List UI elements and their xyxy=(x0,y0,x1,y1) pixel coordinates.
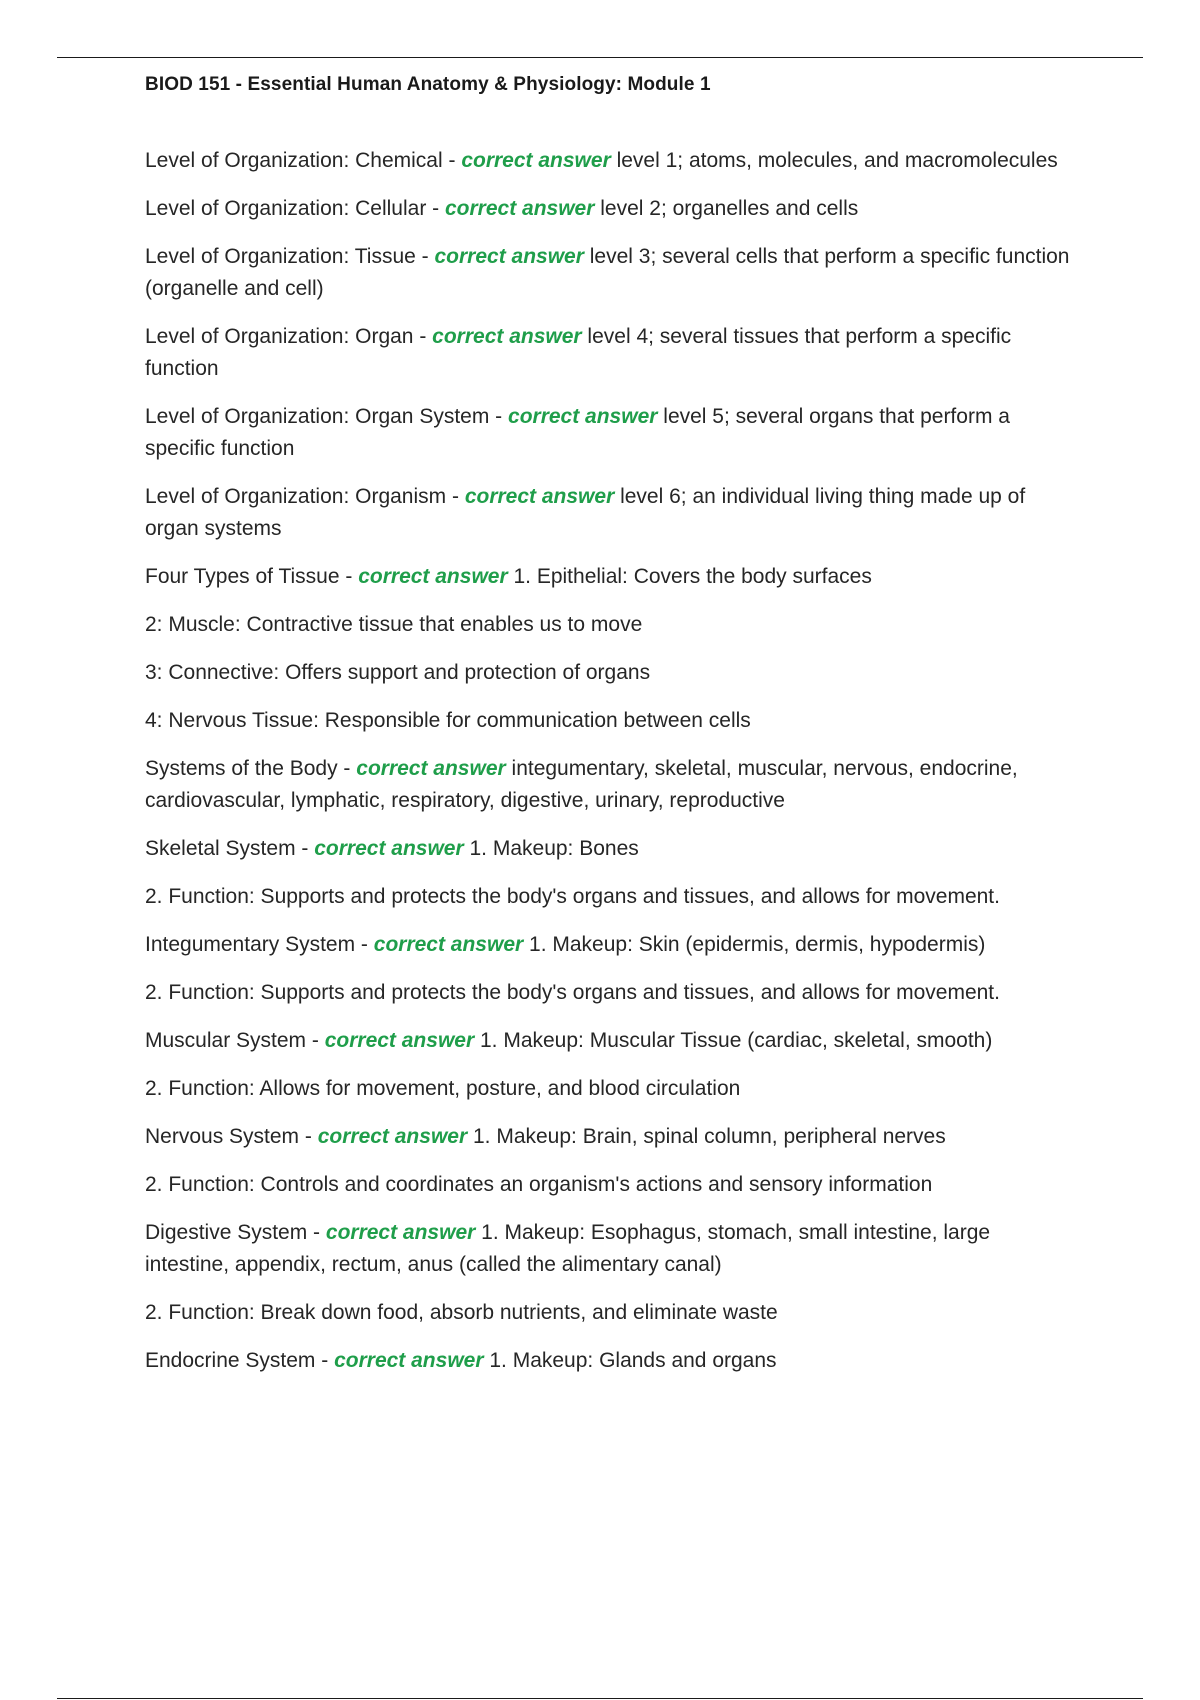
flashcard-entry xyxy=(145,1025,1075,1057)
flashcard-entry xyxy=(145,977,1075,1009)
entry-term: Systems of the Body xyxy=(145,757,338,780)
entry-term: Four Types of Tissue xyxy=(145,565,340,588)
entry-continuation: 2. Function: Supports and protects the body's organs and tissues, and allows for movement. xyxy=(145,981,1000,1004)
flashcard-entry xyxy=(145,1169,1075,1201)
entry-continuation: 2. Function: Controls and coordinates an organism's actions and sensory information xyxy=(145,1173,933,1196)
entry-answer: 1. Makeup: Esophagus, stomach, small intestine, large intestine, appendix, rectum, anus (called the alimentary canal) xyxy=(145,1221,991,1276)
entry-answer: 1. Makeup: Muscular Tissue (cardiac, skeletal, smooth) xyxy=(474,1029,993,1052)
correct-answer-label: correct answer xyxy=(432,325,582,348)
bottom-rule xyxy=(57,1698,1143,1699)
entry-term: Muscular System xyxy=(145,1029,307,1052)
entry-continuation: 2. Function: Break down food, absorb nutrients, and eliminate waste xyxy=(145,1301,778,1324)
flashcard-entry xyxy=(145,609,1075,641)
entry-separator: - xyxy=(299,1125,318,1148)
flashcard-entry xyxy=(145,401,1075,465)
entry-answer: 1. Makeup: Glands and organs xyxy=(483,1349,777,1372)
document-title: BIOD 151 - Essential Human Anatomy & Physiology: Module 1 xyxy=(145,74,711,95)
entry-separator: - xyxy=(306,1029,325,1052)
correct-answer-label: correct answer xyxy=(334,1349,484,1372)
flashcard-entry xyxy=(145,753,1075,817)
flashcard-entry xyxy=(145,657,1075,689)
entry-answer: 1. Epithelial: Covers the body surfaces xyxy=(507,565,872,588)
correct-answer-label: correct answer xyxy=(325,1221,476,1244)
entry-answer: level 5; several organs that perform a specific function xyxy=(145,405,1010,460)
flashcard-entry xyxy=(145,481,1075,545)
entry-continuation: 3: Connective: Offers support and protection of organs xyxy=(145,661,651,684)
entry-continuation: 4: Nervous Tissue: Responsible for communication between cells xyxy=(145,709,751,732)
flashcard-entry xyxy=(145,1121,1075,1153)
correct-answer-label: correct answer xyxy=(324,1029,475,1052)
entry-separator: - xyxy=(339,565,359,588)
flashcard-entry xyxy=(145,145,1075,177)
flashcard-entry xyxy=(145,241,1075,305)
flashcard-entry xyxy=(145,833,1075,865)
entry-answer: level 2; organelles and cells xyxy=(594,197,859,220)
correct-answer-label: correct answer xyxy=(461,149,611,172)
flashcard-entry xyxy=(145,929,1075,961)
entry-continuation: 2. Function: Allows for movement, posture, and blood circulation xyxy=(145,1077,741,1100)
flashcard-entry xyxy=(145,321,1075,385)
entry-term: Integumentary System xyxy=(145,933,356,956)
correct-answer-label: correct answer xyxy=(434,245,584,268)
entry-term: Level of Organization: Organism xyxy=(145,485,447,508)
correct-answer-label: correct answer xyxy=(314,837,464,860)
flashcard-list xyxy=(145,145,1075,1393)
entry-separator: - xyxy=(295,837,315,860)
entry-separator: - xyxy=(415,245,435,268)
entry-term: Level of Organization: Tissue xyxy=(145,245,416,268)
entry-term: Level of Organization: Cellular xyxy=(145,197,427,220)
flashcard-entry xyxy=(145,1217,1075,1281)
correct-answer-label: correct answer xyxy=(373,933,524,956)
flashcard-entry xyxy=(145,1297,1075,1329)
entry-separator: - xyxy=(413,325,433,348)
correct-answer-label: correct answer xyxy=(317,1125,468,1148)
entry-separator: - xyxy=(426,197,445,220)
entry-separator: - xyxy=(337,757,357,780)
correct-answer-label: correct answer xyxy=(464,485,615,508)
flashcard-entry xyxy=(145,881,1075,913)
entry-continuation: 2: Muscle: Contractive tissue that enables us to move xyxy=(145,613,643,636)
flashcard-entry xyxy=(145,193,1075,225)
entry-term: Level of Organization: Organ xyxy=(145,325,414,348)
entry-answer: level 6; an individual living thing made up of organ systems xyxy=(145,485,1026,540)
entry-continuation: 2. Function: Supports and protects the body's organs and tissues, and allows for movement. xyxy=(145,885,1000,908)
entry-term: Level of Organization: Organ System xyxy=(145,405,490,428)
correct-answer-label: correct answer xyxy=(356,757,506,780)
flashcard-entry xyxy=(145,1073,1075,1105)
entry-term: Level of Organization: Chemical xyxy=(145,149,443,172)
flashcard-entry xyxy=(145,1345,1075,1377)
entry-separator: - xyxy=(307,1221,326,1244)
entry-answer: 1. Makeup: Brain, spinal column, peripheral nerves xyxy=(467,1125,946,1148)
entry-term: Endocrine System xyxy=(145,1349,316,1372)
entry-term: Digestive System xyxy=(145,1221,308,1244)
entry-answer: level 4; several tissues that perform a specific function xyxy=(145,325,1012,380)
entry-answer: level 3; several cells that perform a specific function (organelle and cell) xyxy=(145,245,1070,300)
entry-separator: - xyxy=(315,1349,335,1372)
entry-term: Skeletal System xyxy=(145,837,296,860)
flashcard-entry xyxy=(145,705,1075,737)
correct-answer-label: correct answer xyxy=(358,565,508,588)
entry-term: Nervous System xyxy=(145,1125,300,1148)
entry-answer: 1. Makeup: Bones xyxy=(463,837,639,860)
top-rule xyxy=(57,57,1143,58)
flashcard-entry xyxy=(145,561,1075,593)
entry-separator: - xyxy=(446,485,465,508)
correct-answer-label: correct answer xyxy=(445,197,595,220)
entry-separator: - xyxy=(442,149,462,172)
entry-answer: level 1; atoms, molecules, and macromolecules xyxy=(610,149,1058,172)
correct-answer-label: correct answer xyxy=(508,405,658,428)
entry-answer: 1. Makeup: Skin (epidermis, dermis, hypodermis) xyxy=(523,933,986,956)
entry-answer: integumentary, skeletal, muscular, nervous, endocrine, cardiovascular, lymphatic, respiratory, digestive, urinary, reproductive xyxy=(145,757,1018,812)
entry-separator: - xyxy=(489,405,509,428)
entry-separator: - xyxy=(355,933,374,956)
